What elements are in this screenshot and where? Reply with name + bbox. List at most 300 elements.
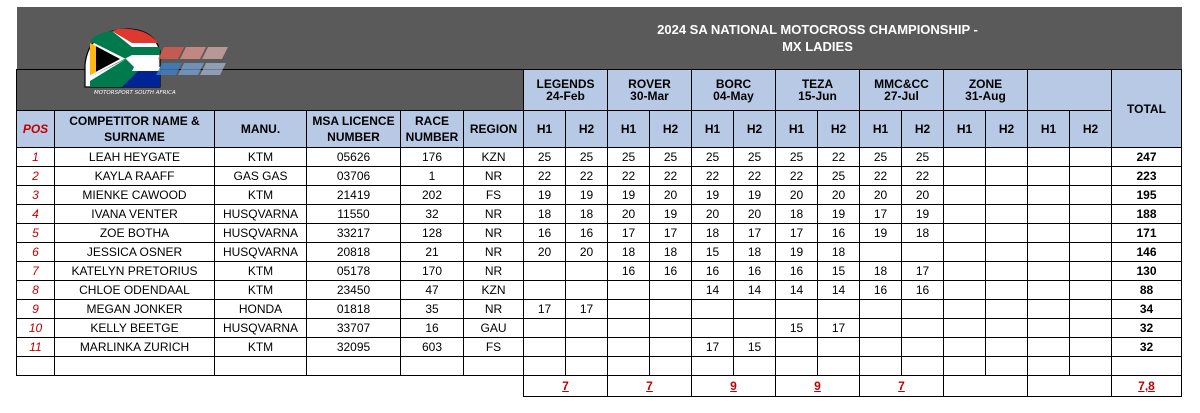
event-date: 27-Jul [884,89,919,103]
heat-cell: 25 [776,148,818,167]
footer-count-5 [944,376,1028,397]
pos-cell: 3 [17,186,55,205]
name-cell: ZOE BOTHA [55,224,215,243]
heat-cell [566,319,608,338]
heat-cell [986,262,1028,281]
race-cell: 170 [401,262,464,281]
heat-cell [986,281,1028,300]
footer-blank [17,376,524,397]
heat-cell: 25 [650,148,692,167]
pos-cell: 1 [17,148,55,167]
heat-cell: 18 [524,205,566,224]
table-row [17,338,1182,357]
heat-cell: 20 [818,186,860,205]
heat-cell [1028,186,1070,205]
heat-cell [1070,300,1112,319]
heat-cell: 25 [566,148,608,167]
heat-cell: 16 [566,224,608,243]
heat-cell: 14 [692,281,734,300]
event-date: 04-May [713,89,754,103]
heat-cell [860,300,902,319]
heat-cell [986,319,1028,338]
empty-cell [776,357,818,376]
heat-cell: 19 [902,205,944,224]
heat-cell: 20 [902,186,944,205]
heat-cell [1070,281,1112,300]
heat-cell [566,262,608,281]
footer-count-0: 7 [524,376,608,397]
region-header: REGION [464,111,524,148]
heat-cell: 22 [902,167,944,186]
heat-cell [986,243,1028,262]
heat-cell [902,300,944,319]
race-cell: 1 [401,167,464,186]
heat-cell [1028,167,1070,186]
footer-count-1: 7 [608,376,692,397]
licence-header: MSA LICENCE NUMBER [307,111,401,148]
heat-cell: 16 [902,281,944,300]
total-cell: 88 [1112,281,1182,300]
heat-cell [902,243,944,262]
total-cell: 34 [1112,300,1182,319]
heat-cell [608,319,650,338]
name-cell: CHLOE ODENDAAL [55,281,215,300]
heat-cell [902,338,944,357]
heat1-header: H1 [860,111,902,148]
manu-cell: HUSQVARNA [215,224,307,243]
pos-cell: 5 [17,224,55,243]
heat-cell: 19 [818,205,860,224]
heat-cell [1028,281,1070,300]
heat1-header: H1 [608,111,650,148]
licence-cell: 33707 [307,319,401,338]
heat2-header: H2 [566,111,608,148]
heat-cell: 17 [818,319,860,338]
logo-text: MOTORSPORT SOUTH AFRICA [94,90,176,96]
heat-cell: 22 [818,148,860,167]
event-name: ZONE [968,77,1003,91]
table-row [17,281,1182,300]
pos-cell: 11 [17,338,55,357]
heat1-header: H1 [776,111,818,148]
heat-cell [1070,186,1112,205]
heat-cell [860,243,902,262]
region-cell: NR [464,167,524,186]
event-header-5 [944,70,1028,111]
licence-cell: 05626 [307,148,401,167]
footer-count-2: 9 [692,376,776,397]
heat-cell: 16 [608,262,650,281]
table-row [17,148,1182,167]
total-cell: 247 [1112,148,1182,167]
licence-cell: 21419 [307,186,401,205]
empty-cell [608,357,650,376]
licence-cell: 32095 [307,338,401,357]
manu-cell: HUSQVARNA [215,243,307,262]
heat-cell [524,319,566,338]
heat-cell: 17 [566,300,608,319]
empty-cell [464,357,524,376]
race-cell: 21 [401,243,464,262]
heat-cell [944,205,986,224]
empty-cell [1112,357,1182,376]
licence-cell: 11550 [307,205,401,224]
race-cell: 176 [401,148,464,167]
heat-cell: 16 [860,281,902,300]
empty-cell [17,357,55,376]
heat-cell [944,300,986,319]
pos-cell: 2 [17,167,55,186]
heat-cell: 17 [860,205,902,224]
heat-cell: 15 [818,262,860,281]
heat-cell: 22 [566,167,608,186]
name-header: COMPETITOR NAME & SURNAME [55,111,215,148]
heat-cell: 17 [902,262,944,281]
region-cell: NR [464,300,524,319]
empty-cell [944,357,986,376]
empty-cell [692,357,734,376]
heat-cell: 18 [608,243,650,262]
pos-cell: 9 [17,300,55,319]
heat-cell [524,338,566,357]
empty-row [17,357,1182,376]
heat-cell [818,338,860,357]
race-header: RACE NUMBER [401,111,464,148]
heat-cell [986,186,1028,205]
heat-cell: 25 [524,148,566,167]
heat-cell [1028,148,1070,167]
table-row [17,186,1182,205]
heat-cell: 22 [524,167,566,186]
heat-cell: 16 [692,262,734,281]
heat-cell [524,281,566,300]
manu-cell: GAS GAS [215,167,307,186]
heat-cell [986,300,1028,319]
race-cell: 32 [401,205,464,224]
event-header-0 [524,70,608,111]
heat-cell [1028,205,1070,224]
heat-cell [650,281,692,300]
region-cell: NR [464,262,524,281]
pos-cell: 10 [17,319,55,338]
region-cell: FS [464,186,524,205]
heat-cell [1070,319,1112,338]
total-cell: 171 [1112,224,1182,243]
heat-cell: 15 [692,243,734,262]
total-header: TOTAL [1112,70,1182,148]
heat-cell: 25 [860,148,902,167]
footer-row [17,376,1182,397]
heat-cell: 20 [524,243,566,262]
heat-cell: 19 [860,224,902,243]
race-cell: 202 [401,186,464,205]
heat2-header: H2 [734,111,776,148]
race-cell: 47 [401,281,464,300]
heat-cell: 16 [524,224,566,243]
heat2-header: H2 [1070,111,1112,148]
name-cell: MIENKE CAWOOD [55,186,215,205]
heat-cell [986,338,1028,357]
heat-cell [944,243,986,262]
heat2-header: H2 [650,111,692,148]
empty-cell [215,357,307,376]
name-cell: KELLY BEETGE [55,319,215,338]
heat-cell: 16 [776,262,818,281]
race-cell: 603 [401,338,464,357]
race-cell: 35 [401,300,464,319]
total-cell: 32 [1112,338,1182,357]
empty-cell [524,357,566,376]
heat-cell: 17 [734,224,776,243]
event-name: LEGENDS [536,77,595,91]
heat-cell [944,186,986,205]
heat-cell [944,148,986,167]
banner-spacer [1112,7,1182,70]
heat-cell: 19 [608,186,650,205]
empty-cell [566,357,608,376]
heat-cell: 20 [734,205,776,224]
heat-cell: 22 [692,167,734,186]
heat-cell: 20 [776,186,818,205]
heat-cell [944,167,986,186]
manu-cell: KTM [215,186,307,205]
heat-cell [608,300,650,319]
licence-cell: 01818 [307,300,401,319]
column-header-row [17,111,1182,148]
name-cell: KATELYN PRETORIUS [55,262,215,281]
event-header-2 [692,70,776,111]
empty-cell [1028,357,1070,376]
empty-cell [986,357,1028,376]
table-row [17,224,1182,243]
race-cell: 16 [401,319,464,338]
title-line-2: MX LADIES [782,39,853,54]
empty-cell [650,357,692,376]
page-title [524,7,1112,70]
region-cell: KZN [464,148,524,167]
event-name: ROVER [628,77,671,91]
event-name: MMC&CC [874,77,929,91]
region-cell: NR [464,224,524,243]
event-date: 31-Aug [965,89,1006,103]
footer-count-4: 7 [860,376,944,397]
heat1-header: H1 [524,111,566,148]
heat-cell: 19 [650,205,692,224]
heat-cell [734,319,776,338]
heat-cell: 22 [734,167,776,186]
total-cell: 195 [1112,186,1182,205]
licence-cell: 03706 [307,167,401,186]
event-name: TEZA [801,77,834,91]
manu-cell: HUSQVARNA [215,319,307,338]
heat-cell: 15 [776,319,818,338]
manu-cell: HONDA [215,300,307,319]
heat-cell [944,281,986,300]
heat-cell: 17 [692,338,734,357]
name-cell: LEAH HEYGATE [55,148,215,167]
table-row [17,262,1182,281]
heat-cell: 20 [608,205,650,224]
manu-cell: KTM [215,338,307,357]
empty-cell [55,357,215,376]
heat-cell: 20 [860,186,902,205]
heat-cell: 19 [776,243,818,262]
heat-cell [608,281,650,300]
heat-cell: 15 [734,338,776,357]
manu-cell: KTM [215,281,307,300]
heat-cell [650,319,692,338]
heat-cell [1028,224,1070,243]
footer-total: 7,8 [1112,376,1182,397]
heat-cell [650,300,692,319]
heat-cell: 17 [524,300,566,319]
heat-cell [986,224,1028,243]
footer-count-3: 9 [776,376,860,397]
manu-cell: HUSQVARNA [215,205,307,224]
heat-cell: 16 [734,262,776,281]
heat-cell [1028,262,1070,281]
name-cell: MEGAN JONKER [55,300,215,319]
event-name: BORC [715,77,752,91]
heat2-header: H2 [818,111,860,148]
heat-cell: 19 [566,186,608,205]
race-cell: 128 [401,224,464,243]
heat-cell: 22 [776,167,818,186]
heat-cell [902,319,944,338]
heat-cell: 19 [524,186,566,205]
manu-cell: KTM [215,148,307,167]
empty-cell [1070,357,1112,376]
heat-cell: 25 [902,148,944,167]
event-header-3 [776,70,860,111]
total-cell: 223 [1112,167,1182,186]
empty-cell [818,357,860,376]
heat-cell: 18 [650,243,692,262]
region-cell: NR [464,205,524,224]
heat-cell: 20 [692,205,734,224]
heat-cell: 14 [818,281,860,300]
event-date: 15-Jun [798,89,837,103]
name-cell: IVANA VENTER [55,205,215,224]
licence-cell: 23450 [307,281,401,300]
heat-cell [986,167,1028,186]
heat2-header: H2 [986,111,1028,148]
heat-cell: 25 [692,148,734,167]
heat-cell [608,338,650,357]
event-header-6 [1028,70,1112,111]
heat-cell: 16 [818,224,860,243]
heat-cell: 20 [650,186,692,205]
table-row [17,300,1182,319]
heat-cell: 18 [566,205,608,224]
heat1-header: H1 [692,111,734,148]
empty-cell [860,357,902,376]
name-cell: JESSICA OSNER [55,243,215,262]
region-cell: KZN [464,281,524,300]
heat-cell [1070,262,1112,281]
heat-cell: 18 [692,224,734,243]
manu-header: MANU. [215,111,307,148]
heat-cell [944,224,986,243]
licence-cell: 33217 [307,224,401,243]
table-row [17,243,1182,262]
pos-header: POS [17,111,55,148]
heat-cell [1028,243,1070,262]
heat-cell: 22 [860,167,902,186]
heat1-header: H1 [1028,111,1070,148]
footer-count-6 [1028,376,1112,397]
heat-cell [1070,148,1112,167]
heat-cell [1070,205,1112,224]
heat-cell: 17 [776,224,818,243]
heat-cell: 19 [734,186,776,205]
event-header-4 [860,70,944,111]
empty-cell [902,357,944,376]
region-cell: GAU [464,319,524,338]
event-date: 24-Feb [546,89,585,103]
heat-cell [566,281,608,300]
name-cell: KAYLA RAAFF [55,167,215,186]
licence-cell: 05178 [307,262,401,281]
heat-cell: 25 [734,148,776,167]
empty-cell [401,357,464,376]
event-date: 30-Mar [630,89,669,103]
empty-cell [734,357,776,376]
heat-cell [776,300,818,319]
heat-cell [692,300,734,319]
licence-cell: 20818 [307,243,401,262]
pos-cell: 6 [17,243,55,262]
heat-cell [1028,300,1070,319]
results-table-wrap [16,7,1182,397]
heat-cell: 17 [650,224,692,243]
heat-cell [776,338,818,357]
total-cell: 146 [1112,243,1182,262]
heat-cell: 14 [776,281,818,300]
heat-cell: 18 [776,205,818,224]
heat-cell [986,205,1028,224]
heat-cell: 25 [608,148,650,167]
heat-cell: 14 [734,281,776,300]
title-line-1: 2024 SA NATIONAL MOTOCROSS CHAMPIONSHIP - [657,22,978,37]
empty-cell [307,357,401,376]
pos-cell: 4 [17,205,55,224]
total-cell: 130 [1112,262,1182,281]
heat-cell [1070,338,1112,357]
heat-cell: 18 [902,224,944,243]
heat-cell [986,148,1028,167]
heat-cell [860,319,902,338]
heat-cell [1070,243,1112,262]
event-header-1 [608,70,692,111]
heat-cell: 22 [650,167,692,186]
heat2-header: H2 [902,111,944,148]
heat-cell [566,338,608,357]
table-row [17,205,1182,224]
heat-cell: 16 [650,262,692,281]
heat-cell: 25 [818,167,860,186]
region-cell: NR [464,243,524,262]
name-cell: MARLINKA ZURICH [55,338,215,357]
pos-cell: 7 [17,262,55,281]
manu-cell: KTM [215,262,307,281]
table-row [17,167,1182,186]
msa-logo-icon [82,25,242,97]
heat-cell [650,338,692,357]
heat-cell: 22 [608,167,650,186]
heat-cell [1028,319,1070,338]
heat-cell [1070,224,1112,243]
